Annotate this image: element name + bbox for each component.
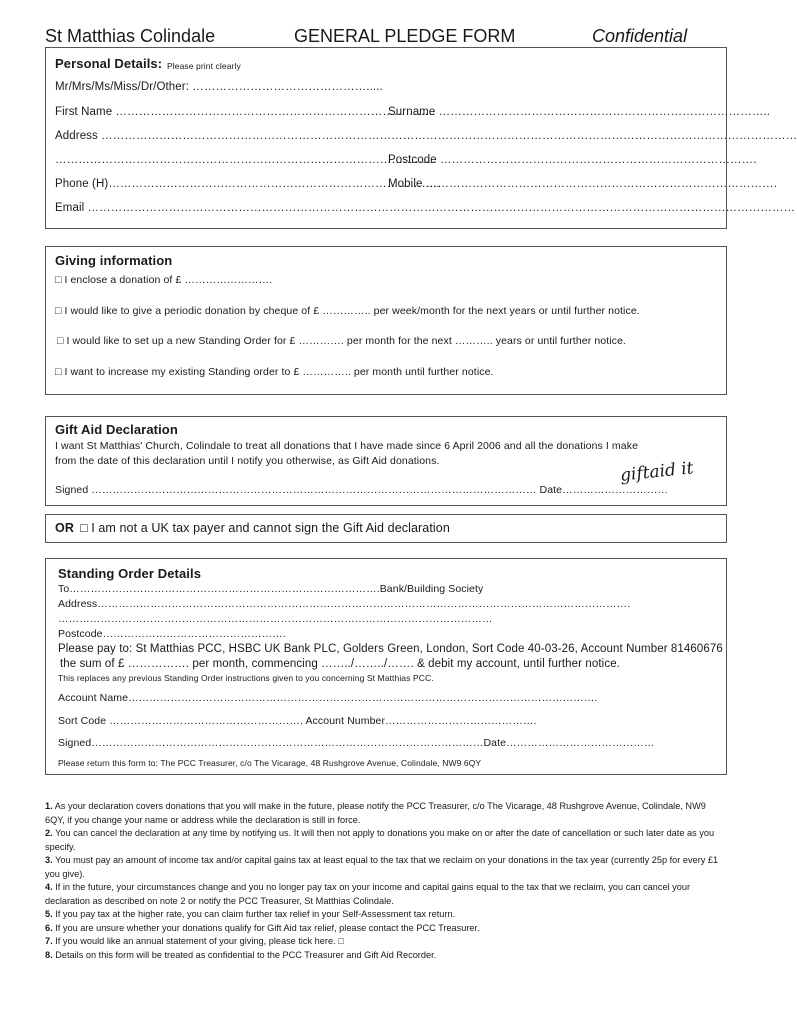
or-label: OR [55, 521, 74, 535]
org-name: St Matthias Colindale [45, 26, 216, 46]
note-item: 1. As your declaration covers donations that you will make in the future, please notify the PCC Treasurer, c/o The Vicarage, 48 Rushgrove Avenue, Colindale, NW9 6QY, if you change your name or address while the declaration is still in force. [45, 801, 706, 825]
first-name-field[interactable]: First Name ……………………………………………………………………….. [55, 106, 436, 118]
mobile-field[interactable]: Mobile ………………………………………………………………………………. [388, 178, 778, 190]
form-title: GENERAL PLEDGE FORM [294, 26, 516, 46]
so-sum-line[interactable]: the sum of £ ……………. per month, commencing ……../……../……. & debit my account, until further notice. [60, 658, 620, 670]
email-field[interactable]: Email ………………………………………………………………………………………………………………………………………………………………… [55, 202, 796, 214]
so-return-address: Please return this form to: The PCC Treasurer, c/o The Vicarage, 48 Rushgrove Avenue, Colindale, NW9 6QY [58, 758, 482, 768]
address-line-2[interactable]: ……………………………………………………………………………………... [55, 154, 437, 166]
so-postcode-field[interactable]: Postcode……………………………………………. [58, 628, 286, 640]
so-account-name-field[interactable]: Account Name……………………………………………………………………………………………………………………. [58, 692, 598, 704]
so-signature-line[interactable]: Signed…………………………………………………………………………………………………Date…………………………………… [58, 737, 655, 749]
note-item: 6. If you are unsure whether your donations qualify for Gift Aid tax relief, please contact the PCC Treasurer. [45, 922, 480, 933]
giving-option-new-so[interactable]: □ I would like to set up a new Standing Order for £ …………. per month for the next ……….. years or until further notice. [57, 335, 626, 347]
note-item: 8. Details on this form will be treated as confidential to the PCC Treasurer and Gift Aid Recorder. [45, 949, 437, 960]
so-payee-details: Please pay to: St Matthias PCC, HSBC UK Bank PLC, Golders Green, London, Sort Code 40-03-26, Account Number 81460676 [58, 643, 723, 655]
notes-list [45, 800, 725, 962]
note-item: 2. You can cancel the declaration at any time by notifying us. It will then not apply to donations you make on or after the date of cancellation or such later date as you specify. [45, 828, 715, 852]
surname-field[interactable]: Surname ………………………………………………………………………….. [388, 106, 771, 118]
postcode-field[interactable]: Postcode ………………………………………………………………………. [388, 154, 757, 166]
note-item: 5. If you pay tax at the higher rate, you can claim further tax relief in your Self-Assessment tax return. [45, 909, 456, 919]
print-hint: Please print clearly [167, 61, 241, 71]
giving-option-cheque[interactable]: □ I would like to give a periodic donation by cheque of £ ………….. per week/month for the next years or until further notice. [55, 305, 640, 317]
confidential-label: Confidential [592, 26, 688, 46]
gift-aid-text-2: from the date of this declaration until I notify you otherwise, as Gift Aid donations. [55, 455, 440, 467]
note-item: 4. If in the future, your circumstances change and you no longer pay tax on your income and capital gains equal to the tax that we reclaim, you can cancel your declaration as described on note 2 or notify the PCC Treasurer, St Matthias Colindale. [45, 882, 691, 906]
phone-field[interactable]: Phone (H)………………………………………………………………………….. [55, 178, 440, 190]
address-field[interactable]: Address ……………………………………………………………………………………………………………………………………………………………… [55, 130, 797, 142]
standing-order-heading: Standing Order Details [58, 566, 202, 581]
so-replaces-note: This replaces any previous Standing Order instructions given to you concerning St Matthias PCC. [58, 673, 434, 683]
so-sort-account-field[interactable]: Sort Code ………………………………………………. Account Number……………………………………. [58, 715, 537, 727]
gift-aid-signature-line[interactable]: Signed ……………………………………………………………………………………………………………… Date………………………… [55, 484, 669, 496]
gift-aid-heading: Gift Aid Declaration [55, 422, 178, 437]
giftaid-logo: giftaid it [619, 458, 695, 486]
giving-option-once[interactable]: □ I enclose a donation of £ ……………………. [55, 274, 273, 286]
note-item: 3. You must pay an amount of income tax and/or capital gains tax at least equal to the tax that we reclaim on your donations in the tax year (currently 25p for every £1 you give). [45, 855, 719, 879]
so-address-field[interactable]: Address……………………………………………………………………………………………………………………………………. [58, 598, 631, 610]
note-item-annual-statement[interactable]: 7. If you would like an annual statement of your giving, please tick here. □ [45, 936, 344, 946]
personal-heading: Personal Details: [55, 56, 163, 71]
giving-option-increase-so[interactable]: □ I want to increase my existing Standing order to £ ………….. per month until further notice. [55, 366, 494, 378]
so-address-line-2[interactable]: …………………………………………………………………………………………………………… [58, 613, 493, 625]
title-field[interactable]: Mr/Mrs/Ms/Miss/Dr/Other: ………………………………………..... [55, 81, 383, 93]
not-taxpayer-checkbox[interactable]: □ I am not a UK tax payer and cannot sign the Gift Aid declaration [80, 521, 450, 535]
giving-heading: Giving information [55, 253, 173, 268]
gift-aid-text-1: I want St Matthias' Church, Colindale to treat all donations that I have made since 6 April 2006 and all the donations I make [55, 440, 639, 452]
so-bank-field[interactable]: To…………………………………………………………………………….Bank/Building Society [58, 583, 484, 595]
